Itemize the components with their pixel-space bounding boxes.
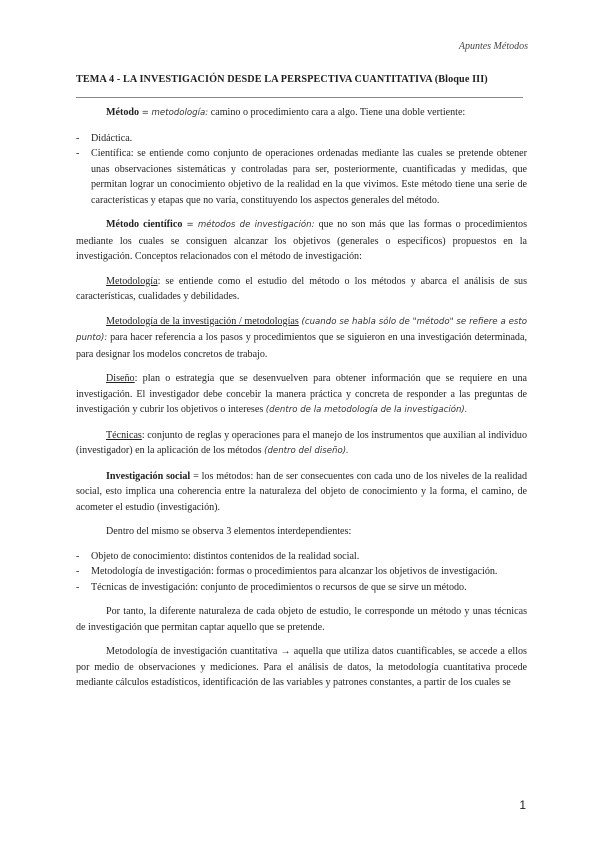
paragraph-metodo <box>76 105 527 122</box>
page-title: TEMA 4 - LA INVESTIGACIÓN DESDE LA PERSPECTIVA CUANTITATIVA (Bloque III) <box>76 74 488 85</box>
list-item: - Científica: se entiende como conjunto de operaciones ordenadas mediante las cuales se pretende obtener unas observaciones sistemáticas y controladas para ser, posteriormente, cuantificadas y medidas, que permitan lograr un conocimiento objetivo de la realidad en la que vivimos. Este método tiene una serie de características y etapas que no varía, constituyendo los aspectos generales del método. <box>76 148 527 206</box>
note-metodo: = metodología: <box>141 108 209 118</box>
note-metodologia-investigacion: (cuando se habla sólo de "método" se refiere a esto punto): <box>76 316 527 343</box>
note-metodo-cientifico: = métodos de investigación: <box>186 220 315 230</box>
list-item: - Didáctica. <box>76 132 133 144</box>
list-item: - Técnicas de investigación: conjunto de procedimientos o recursos de que se sirve un método. <box>76 581 467 593</box>
list-item: - Objeto de conocimiento: distintos contenidos de la realidad social. <box>76 550 360 562</box>
text-metodo-cientifico: que no son más que las formas o procedimientos mediante los cuales se consiguen alcanzar los objetivos (generales o específicos) propuestos en la investigación. Conceptos relacionados con el método de investigación: <box>76 219 528 262</box>
term-tecnicas: Técnicas <box>106 429 142 441</box>
paragraph-diseno <box>76 371 527 419</box>
page-number: 1 <box>519 798 526 812</box>
document-body <box>76 105 527 700</box>
term-diseno: Diseño <box>106 373 135 384</box>
title-divider <box>76 97 523 98</box>
paragraph-investigacion-social <box>76 469 527 516</box>
paragraph-por-tanto: Por tanto, la diferente naturaleza de cada objeto de estudio, le corresponde un método y unas técnicas de investigación que permitan captar aquello que se pretende. <box>76 606 527 633</box>
text-metodo: camino o procedimiento cara a algo. Tiene una doble vertiente: <box>210 107 466 118</box>
elementos-list <box>76 549 527 596</box>
running-header: Apuntes Métodos <box>458 41 528 52</box>
text-investigacion-social: = los métodos: han de ser consecuentes con cada uno de los niveles de la realidad social, esto implica una coherencia entre la naturaleza del objeto de conocimiento y la forma, el camino, de acometer el estudio (investigación). <box>76 470 528 513</box>
note-diseno: (dentro de la metodología de la investigación). <box>265 405 468 415</box>
note-tecnicas: (dentro del diseño). <box>264 446 349 456</box>
paragraph-cuantitativa: Metodología de investigación cuantitativa → aquella que utiliza datos cuantificables, se accede a ellos por medio de observaciones y mediciones. Para el análisis de datos, la metodología cuantitativa procede mediante cálculos estadísticos, identificación de las variables y patrones constantes, a partir de los cuales se <box>76 646 527 688</box>
paragraph-metodologia <box>76 274 527 305</box>
paragraph-elementos-intro: Dentro del mismo se observa 3 elementos interdependientes: <box>106 526 352 537</box>
text-metodologia: : se entiende como el estudio del método o los métodos y abarca el análisis de sus características, cualidades y debilidades. <box>76 275 527 302</box>
term-metodologia: Metodología <box>106 275 158 287</box>
term-metodo-cientifico: Método científico <box>106 219 183 230</box>
term-investigacion-social: Investigación social <box>106 470 191 482</box>
text-tecnicas: : conjunto de reglas y operaciones para el manejo de los instrumentos que auxilian al individuo (investigador) en la aplicación de los métodos <box>76 429 527 456</box>
list-item: - Metodología de investigación: formas o procedimientos para alcanzar los objetivos de investigación. <box>76 566 498 577</box>
text-diseno: : plan o estrategia que se desenvuelven para obtener información que se requiere en una investigación. El investigador debe concebir la manera práctica y concreta de responder a las preguntas de investigación y cubrir los objetivos o intereses <box>76 373 527 415</box>
paragraph-tecnicas <box>76 428 527 460</box>
term-metodologia-investigacion: Metodología de la investigación / metodologías <box>106 315 299 327</box>
paragraph-metodo-cientifico <box>76 217 527 265</box>
vertientes-list <box>76 131 527 209</box>
text-metodologia-investigacion: para hacer referencia a los pasos y procedimientos que se siguieron en una investigación determinada, para designar los modelos concretos de trabajo. <box>76 332 527 360</box>
paragraph-metodologia-investigacion <box>76 314 527 363</box>
term-metodo: Método <box>106 107 140 118</box>
